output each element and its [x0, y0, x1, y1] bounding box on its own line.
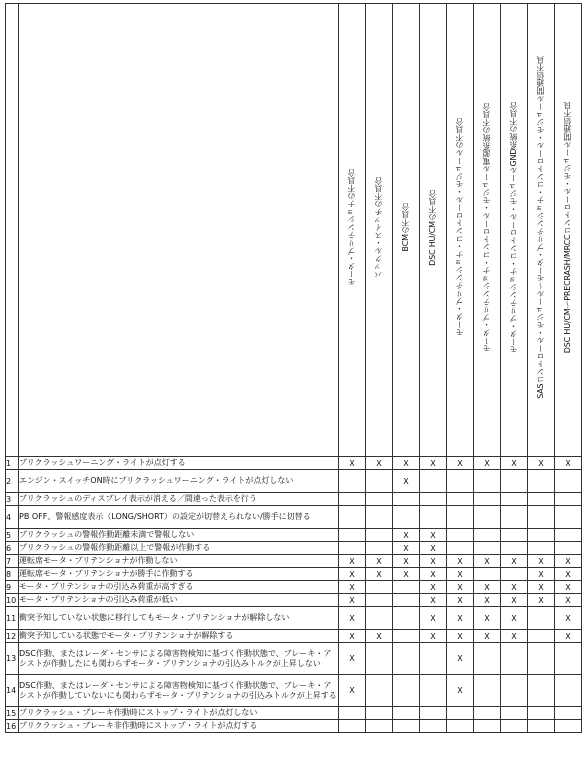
- cause-header-label: SASコントロール・モジュール〜モータ・プリテンショナ・コントロール・モジュール間通信不具: [536, 56, 545, 399]
- mark-cell: [528, 529, 555, 542]
- cause-header-5: [447, 4, 474, 457]
- mark-cell: [339, 470, 366, 493]
- mark-cell: X: [474, 607, 501, 630]
- mark-cell: X: [339, 581, 366, 594]
- cause-header-1: [339, 4, 366, 457]
- mark-cell: X: [420, 607, 447, 630]
- mark-cell: [501, 720, 528, 733]
- mark-cell: [366, 493, 393, 506]
- symptom-cell: プリクラッシュ・ブレーキ作動時にストップ・ライトが点灯しない: [19, 707, 339, 720]
- mark-cell: X: [393, 555, 420, 568]
- mark-cell: [393, 720, 420, 733]
- symptom-cell: モータ・プリテンショナの引込み荷重が低い: [19, 594, 339, 607]
- mark-cell: X: [528, 457, 555, 470]
- mark-cell: [420, 675, 447, 707]
- cause-header-label: モータ・プリテンショナ・コントロール・モジュール電源系統の不具合: [482, 102, 491, 353]
- row-number: 10: [6, 594, 19, 607]
- symptom-cell: 衝突予知していない状態に移行してもモータ・プリテンショナが解除しない: [19, 607, 339, 630]
- row-number: 3: [6, 493, 19, 506]
- mark-cell: X: [447, 607, 474, 630]
- mark-cell: [447, 493, 474, 506]
- symptom-cell: PB OFF、警報感度表示（LONG/SHORT）の設定が切替えられない/勝手に切替る: [19, 506, 339, 529]
- cause-header-label: BCMの不具合: [401, 203, 410, 252]
- mark-cell: [501, 675, 528, 707]
- mark-cell: [420, 707, 447, 720]
- mark-cell: X: [528, 568, 555, 581]
- mark-cell: [393, 707, 420, 720]
- symptom-cell: プリクラッシュの警報作動距離未満で警報しない: [19, 529, 339, 542]
- mark-cell: X: [339, 568, 366, 581]
- mark-cell: [528, 675, 555, 707]
- mark-cell: [393, 607, 420, 630]
- symptom-cell: プリクラッシュの警報作動距離以上で警報が作動する: [19, 542, 339, 555]
- mark-cell: X: [501, 630, 528, 643]
- mark-cell: X: [420, 529, 447, 542]
- symptom-cell: 運転席モータ・プリテンショナが勝手に作動する: [19, 568, 339, 581]
- mark-cell: X: [393, 457, 420, 470]
- mark-cell: X: [447, 630, 474, 643]
- row-number: 11: [6, 607, 19, 630]
- mark-cell: [501, 470, 528, 493]
- cause-header-6: [474, 4, 501, 457]
- mark-cell: X: [447, 581, 474, 594]
- mark-cell: [366, 470, 393, 493]
- mark-cell: [339, 506, 366, 529]
- mark-cell: [474, 529, 501, 542]
- mark-cell: X: [339, 457, 366, 470]
- mark-cell: [555, 506, 582, 529]
- mark-cell: X: [339, 594, 366, 607]
- row-number: 12: [6, 630, 19, 643]
- mark-cell: [555, 470, 582, 493]
- mark-cell: [393, 493, 420, 506]
- mark-cell: [366, 529, 393, 542]
- mark-cell: [366, 506, 393, 529]
- mark-cell: [528, 630, 555, 643]
- mark-cell: X: [447, 594, 474, 607]
- mark-cell: [501, 643, 528, 675]
- mark-cell: [555, 529, 582, 542]
- row-number: 8: [6, 568, 19, 581]
- mark-cell: X: [528, 581, 555, 594]
- mark-cell: [393, 594, 420, 607]
- mark-cell: [393, 581, 420, 594]
- symptom-cell: DSC作動、またはレーダ・センサによる障害物検知に基づく作動状態で、ブレーキ・アシストが作動したにも関わらずモータ・プリテンショナの引込みトルクが上昇しない: [19, 643, 339, 675]
- mark-cell: X: [474, 594, 501, 607]
- row-number: 4: [6, 506, 19, 529]
- cause-header-label: DSC HU/CM〜PRECRASH/MRCCコントロール・モジュール間通信不良: [563, 101, 572, 354]
- mark-cell: [501, 493, 528, 506]
- mark-cell: X: [555, 457, 582, 470]
- cause-header-3: [393, 4, 420, 457]
- mark-cell: X: [393, 568, 420, 581]
- mark-cell: X: [420, 630, 447, 643]
- mark-cell: [366, 607, 393, 630]
- mark-cell: X: [447, 675, 474, 707]
- mark-cell: X: [339, 643, 366, 675]
- mark-cell: [474, 493, 501, 506]
- mark-cell: X: [528, 555, 555, 568]
- mark-cell: [555, 720, 582, 733]
- mark-cell: X: [393, 470, 420, 493]
- mark-cell: X: [501, 607, 528, 630]
- mark-cell: [447, 707, 474, 720]
- mark-cell: X: [393, 529, 420, 542]
- symptom-header-cell: [19, 4, 339, 457]
- mark-cell: X: [501, 555, 528, 568]
- mark-cell: X: [447, 643, 474, 675]
- mark-cell: [366, 720, 393, 733]
- mark-cell: X: [420, 555, 447, 568]
- mark-cell: [366, 594, 393, 607]
- mark-cell: X: [366, 555, 393, 568]
- mark-cell: [474, 675, 501, 707]
- mark-cell: X: [501, 581, 528, 594]
- mark-cell: [501, 542, 528, 555]
- symptom-cell: プリクラッシュのディスプレイ表示が消える／間違った表示を行う: [19, 493, 339, 506]
- mark-cell: [501, 568, 528, 581]
- mark-cell: X: [474, 630, 501, 643]
- mark-cell: [420, 643, 447, 675]
- row-number: 9: [6, 581, 19, 594]
- mark-cell: X: [339, 607, 366, 630]
- mark-cell: X: [555, 555, 582, 568]
- row-number: 14: [6, 675, 19, 707]
- mark-cell: [528, 643, 555, 675]
- mark-cell: X: [366, 457, 393, 470]
- mark-cell: X: [339, 555, 366, 568]
- symptom-cell: 運転席モータ・プリテンショナが作動しない: [19, 555, 339, 568]
- mark-cell: [528, 542, 555, 555]
- cause-header-8: [528, 4, 555, 457]
- column-header-row: [6, 4, 582, 457]
- mark-cell: [501, 506, 528, 529]
- mark-cell: [420, 493, 447, 506]
- mark-cell: [501, 707, 528, 720]
- mark-cell: X: [447, 457, 474, 470]
- symptom-cell: DSC作動、またはレーダ・センサによる障害物検知に基づく作動状態で、ブレーキ・アシストが作動していないにも関わらずモータ・プリテンショナの引込みトルクが上昇する: [19, 675, 339, 707]
- cause-header-label: バックル・スイッチの不具合: [374, 176, 383, 279]
- mark-cell: [366, 581, 393, 594]
- mark-cell: [474, 707, 501, 720]
- mark-cell: [393, 506, 420, 529]
- mark-cell: X: [420, 594, 447, 607]
- symptom-cell: モータ・プリテンショナの引込み荷重が高すぎる: [19, 581, 339, 594]
- mark-cell: [447, 529, 474, 542]
- row-number: 16: [6, 720, 19, 733]
- mark-cell: X: [474, 581, 501, 594]
- mark-cell: [366, 707, 393, 720]
- mark-cell: X: [555, 581, 582, 594]
- mark-cell: [420, 470, 447, 493]
- mark-cell: [555, 643, 582, 675]
- mark-cell: [366, 542, 393, 555]
- mark-cell: [474, 643, 501, 675]
- mark-cell: X: [339, 630, 366, 643]
- mark-cell: [339, 493, 366, 506]
- mark-cell: [528, 607, 555, 630]
- mark-cell: X: [393, 542, 420, 555]
- mark-cell: [393, 675, 420, 707]
- mark-cell: [366, 675, 393, 707]
- mark-cell: [555, 675, 582, 707]
- mark-cell: [528, 506, 555, 529]
- mark-cell: X: [339, 675, 366, 707]
- mark-cell: X: [366, 630, 393, 643]
- symptom-cell: エンジン・スイッチON時にプリクラッシュワーニング・ライトが点灯しない: [19, 470, 339, 493]
- mark-cell: [366, 643, 393, 675]
- mark-cell: X: [474, 555, 501, 568]
- mark-cell: X: [366, 568, 393, 581]
- mark-cell: X: [555, 607, 582, 630]
- mark-cell: [501, 529, 528, 542]
- mark-cell: [393, 630, 420, 643]
- mark-cell: X: [501, 594, 528, 607]
- mark-cell: X: [555, 594, 582, 607]
- mark-cell: X: [474, 457, 501, 470]
- row-number: 2: [6, 470, 19, 493]
- mark-cell: [474, 506, 501, 529]
- mark-cell: [528, 720, 555, 733]
- row-number: 15: [6, 707, 19, 720]
- mark-cell: [339, 720, 366, 733]
- number-header-cell: [6, 4, 19, 457]
- row-number: 6: [6, 542, 19, 555]
- mark-cell: [420, 506, 447, 529]
- mark-cell: X: [501, 457, 528, 470]
- mark-cell: [474, 568, 501, 581]
- cause-header-label: モータ・プリテンショナの不具合: [347, 168, 356, 286]
- row-number: 5: [6, 529, 19, 542]
- cause-header-4: [420, 4, 447, 457]
- mark-cell: [447, 542, 474, 555]
- mark-cell: [474, 720, 501, 733]
- mark-cell: [474, 470, 501, 493]
- mark-cell: X: [528, 594, 555, 607]
- row-number: 13: [6, 643, 19, 675]
- mark-cell: [393, 643, 420, 675]
- mark-cell: [555, 542, 582, 555]
- row-number: 7: [6, 555, 19, 568]
- mark-cell: [555, 707, 582, 720]
- symptom-cell: 衝突予知している状態でモータ・プリテンショナが解除する: [19, 630, 339, 643]
- mark-cell: X: [555, 630, 582, 643]
- mark-cell: [339, 542, 366, 555]
- mark-cell: X: [420, 568, 447, 581]
- mark-cell: [447, 720, 474, 733]
- mark-cell: [555, 493, 582, 506]
- symptom-cell: プリクラッシュ・ブレーキ非作動時にストップ・ライトが点灯する: [19, 720, 339, 733]
- mark-cell: [528, 707, 555, 720]
- mark-cell: X: [447, 555, 474, 568]
- cause-header-label: モータ・プリテンショナ・コントロール・モジュールGND系統の不具合: [509, 101, 518, 354]
- cause-header-label: モータ・プリテンショナ・コントロール・モジュールの不具合: [455, 118, 464, 337]
- cause-header-label: DSC HU/CMの不具合: [428, 189, 437, 266]
- mark-cell: X: [555, 568, 582, 581]
- mark-cell: [447, 506, 474, 529]
- cause-header-7: [501, 4, 528, 457]
- mark-cell: [339, 707, 366, 720]
- cause-header-2: [366, 4, 393, 457]
- symptom-cause-matrix: [5, 3, 582, 733]
- mark-cell: [528, 493, 555, 506]
- mark-cell: [528, 470, 555, 493]
- mark-cell: [420, 720, 447, 733]
- mark-cell: X: [420, 581, 447, 594]
- mark-cell: X: [447, 568, 474, 581]
- mark-cell: [339, 529, 366, 542]
- mark-cell: [447, 470, 474, 493]
- row-number: 1: [6, 457, 19, 470]
- mark-cell: [474, 542, 501, 555]
- mark-cell: X: [420, 457, 447, 470]
- mark-cell: X: [420, 542, 447, 555]
- symptom-cell: プリクラッシュワーニング・ライトが点灯する: [19, 457, 339, 470]
- cause-header-9: [555, 4, 582, 457]
